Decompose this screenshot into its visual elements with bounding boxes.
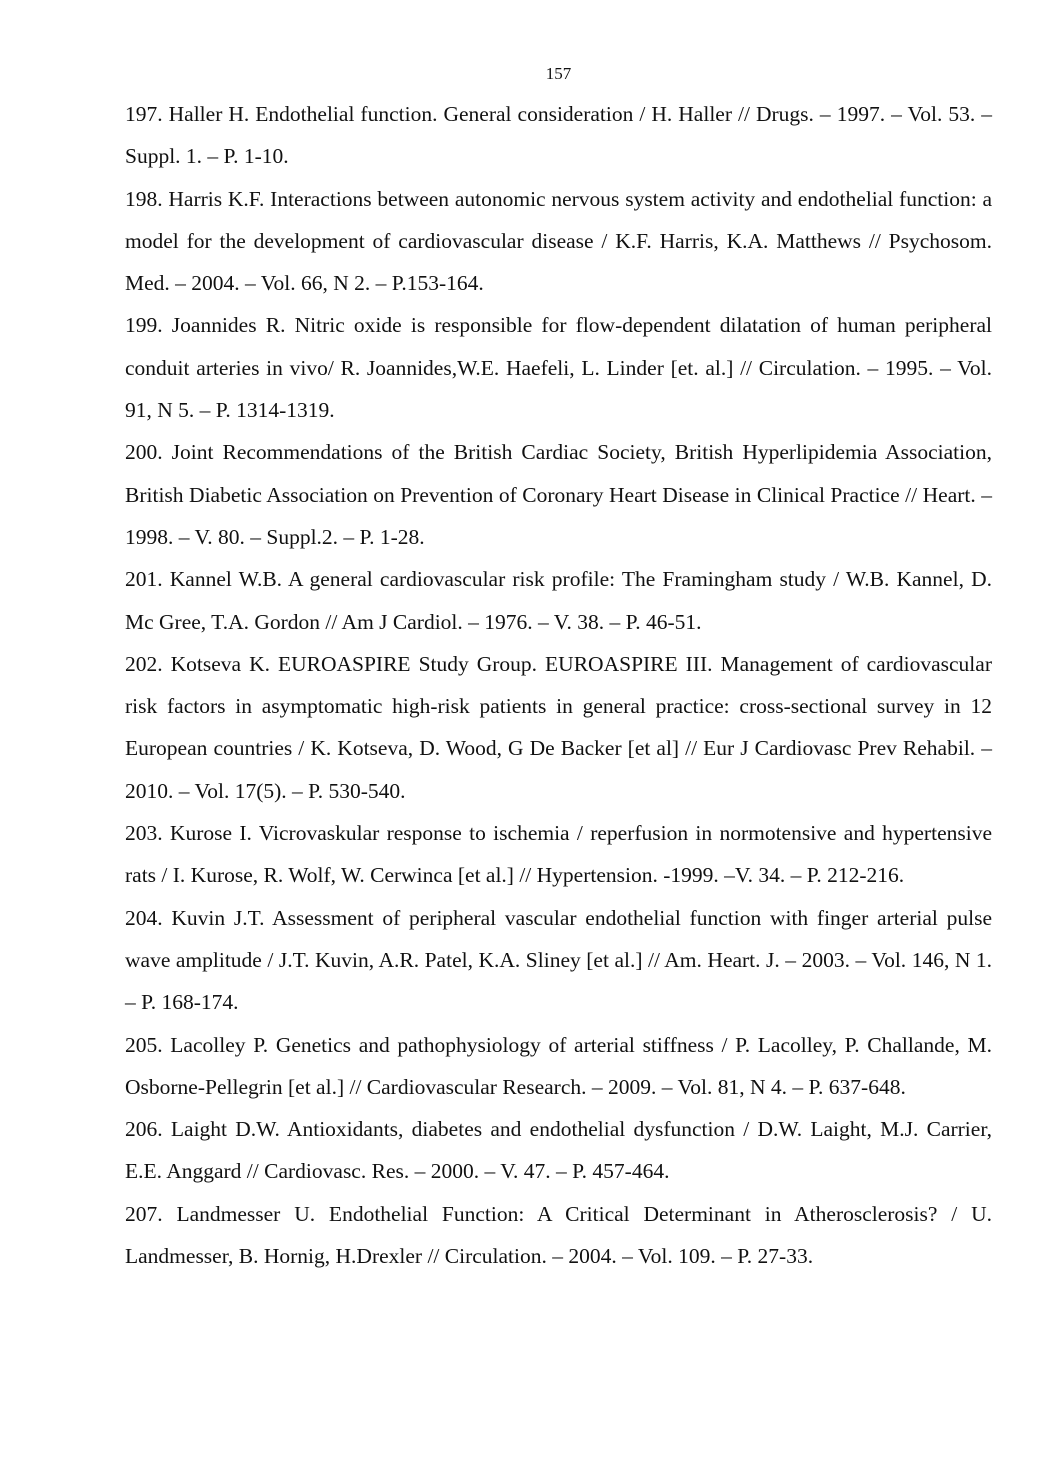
reference-item-201: 201. Kannel W.B. A general cardiovascular risk profile: The Framingham study / W.B. Kannel, D. Mc Gree, T.A. Gordon // Am J Cardiol. – 1976. – V. 38. – P. 46-51. [125, 567, 992, 634]
reference-item-199: 199. Joannides R. Nitric oxide is responsible for flow-dependent dilatation of human peripheral conduit arteries in vivo/ R. Joannides,W.E. Haefeli, L. Linder [et. al.] // Circulation. – 1995. – Vol. 91, N 5. – P. 1314-1319. [125, 313, 992, 423]
reference-item-207: 207. Landmesser U. Endothelial Function: A Critical Determinant in Atherosclerosis? / U. Landmesser, B. Hornig, H.Drexler // Circulation. – 2004. – Vol. 109. – P. 27-33. [125, 1201, 992, 1269]
reference-item-197: 197. Haller H. Endothelial function. General consideration / H. Haller // Drugs. – 1997. – Vol. 53. – Suppl. 1. – P. 1-10. [125, 102, 992, 169]
reference-item-202: 202. Kotseva K. EUROASPIRE Study Group. EUROASPIRE III. Management of cardiovascular risk factors in asymptomatic high-risk patients in general practice: cross-sectional survey in 12 European countries / K. Kotseva, D. Wood, G De Backer [et al] // Eur J Cardiovasc Prev Rehabil. – 2010. – Vol. 17(5). – P. 530-540. [125, 651, 992, 803]
reference-item-203: 203. Kurose I. Vicrovaskular response to ischemia / reperfusion in normotensive and hypertensive rats / I. Kurose, R. Wolf, W. Cerwinca [et al.] // Hypertension. -1999. –V. 34. – P. 212-216. [125, 821, 992, 888]
reference-item-198: 198. Harris K.F. Interactions between autonomic nervous system activity and endothelial function: a model for the development of cardiovascular disease / K.F. Harris, K.A. Matthews // Psychosom. Med. – 2004. – Vol. 66, N 2. – P.153-164. [125, 186, 992, 296]
reference-item-200: 200. Joint Recommendations of the British Cardiac Society, British Hyperlipidemia Association, British Diabetic Association on Prevention of Coronary Heart Disease in Clinical Practice // Heart. – 1998. – V. 80. – Suppl.2. – P. 1-28. [125, 440, 992, 549]
page-number: 157 [545, 64, 572, 83]
reference-item-206: 206. Laight D.W. Antioxidants, diabetes and endothelial dysfunction / D.W. Laight, M.J. Carrier, E.E. Anggard // Cardiovasc. Res. – 2000. – V. 47. – P. 457-464. [125, 1117, 992, 1184]
reference-item-204: 204. Kuvin J.T. Assessment of peripheral vascular endothelial function with finger arterial pulse wave amplitude / J.T. Kuvin, A.R. Patel, K.A. Sliney [et al.] // Am. Heart. J. – 2003. – Vol. 146, N 1. – P. 168-174. [125, 905, 992, 1015]
reference-list [125, 93, 992, 1277]
reference-item-205: 205. Lacolley P. Genetics and pathophysiology of arterial stiffness / P. Lacolley, P. Challande, M. Osborne-Pellegrin [et al.] // Cardiovascular Research. – 2009. – Vol. 81, N 4. – P. 637-648. [125, 1032, 992, 1099]
